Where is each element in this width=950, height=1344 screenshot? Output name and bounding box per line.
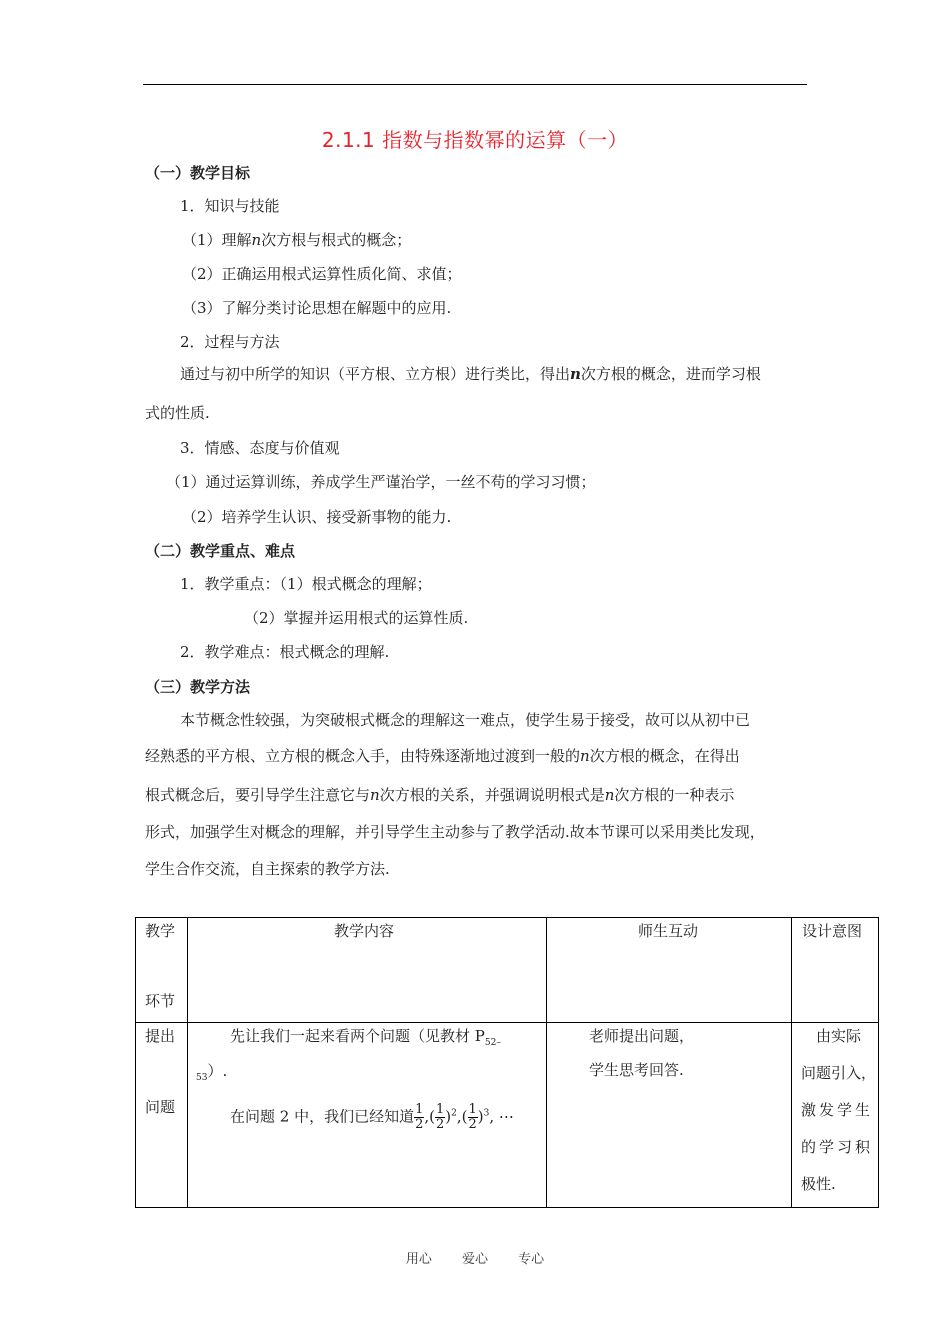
table-row [136,1023,879,1208]
row1-interaction: 老师提出问题， 学生思考回答. [547,1023,792,1208]
page-footer [0,1248,950,1267]
footer-text-2: 爱心 [461,1252,488,1267]
header-rule [143,84,807,85]
footer-text-3: 专心 [518,1252,545,1267]
section3-heading: （三）教学方法 [145,678,251,696]
row1-intent: 由实际 问题引入， 激发学生 的学习积 极性. [792,1023,879,1208]
row1-content-line3: 在问题 2 中，我们已经知道 $\frac{1}{2}$ ,( $\frac{1}{2}$ )$^2$,( $\frac{1}{2}$ )$^3$, ⋯ [230,1102,514,1132]
fraction-one-half: $\frac{1}{2}$ [468,1102,477,1132]
method-line-5: 学生合作交流，自主探索的教学方法. [145,860,390,878]
row1-content-line2: $_{53}$）. [196,1062,228,1083]
row1-content [188,1023,547,1208]
header-interaction: 师生互动 [547,918,792,1023]
knowledge-item-2: （2）正确运用根式运算性质化简、求值； [182,265,462,283]
key-point-2: （2）掌握并运用根式的运算性质. [244,609,469,627]
fraction-one-half: $\frac{1}{2}$ [436,1102,445,1132]
emotion-heading: 3．情感、态度与价值观 [180,439,340,457]
process-heading: 2．过程与方法 [180,333,280,351]
method-line-3: 根式概念后，要引导学生注意它与n次方根的关系，并强调说明根式是n次方根的一种表示 [145,786,735,804]
row1-content-line1: 先让我们一起来看两个问题（见教材 $P_{52-}$ [230,1027,501,1048]
table-header-row [136,918,879,1023]
method-line-1: 本节概念性较强，为突破根式概念的理解这一难点，使学生易于接受，故可以从初中已 [180,711,751,729]
header-intent: 设计意图 [792,918,879,1023]
row1-stage: 提出 问题 [136,1023,188,1208]
key-point-1: 1．教学重点：（1）根式概念的理解； [180,575,432,593]
difficulty: 2．教学难点：根式概念的理解. [180,643,390,661]
process-text-line1: 通过与初中所学的知识（平方根、立方根）进行类比，得出n次方根的概念，进而学习根 [180,365,761,383]
footer-text-1: 用心 [405,1252,432,1267]
method-line-4: 形式，加强学生对概念的理解，并引导学生主动参与了教学活动.故本节课可以采用类比发现， [145,823,765,841]
header-stage: 教学 环节 [136,918,188,1023]
emotion-item-2: （2）培养学生认识、接受新事物的能力. [182,508,452,526]
knowledge-item-1: （1）理解n次方根与根式的概念； [182,231,412,249]
method-line-2: 经熟悉的平方根、立方根的概念入手，由特殊逐渐地过渡到一般的n次方根的概念，在得出 [145,747,740,765]
lesson-table [135,917,879,1208]
page-title: 2.1.1 指数与指数幂的运算（一） [321,128,629,152]
emotion-item-1: （1）通过运算训练，养成学生严谨治学，一丝不苟的学习习惯； [166,473,596,491]
section2-heading: （二）教学重点、难点 [145,542,296,560]
section1-heading: （一）教学目标 [145,164,251,182]
header-content: 教学内容 [188,918,547,1023]
process-text-line2: 式的性质. [145,404,210,422]
fraction-one-half: $\frac{1}{2}$ [415,1102,424,1132]
knowledge-item-3: （3）了解分类讨论思想在解题中的应用. [182,299,452,317]
knowledge-heading: 1．知识与技能 [180,197,280,215]
